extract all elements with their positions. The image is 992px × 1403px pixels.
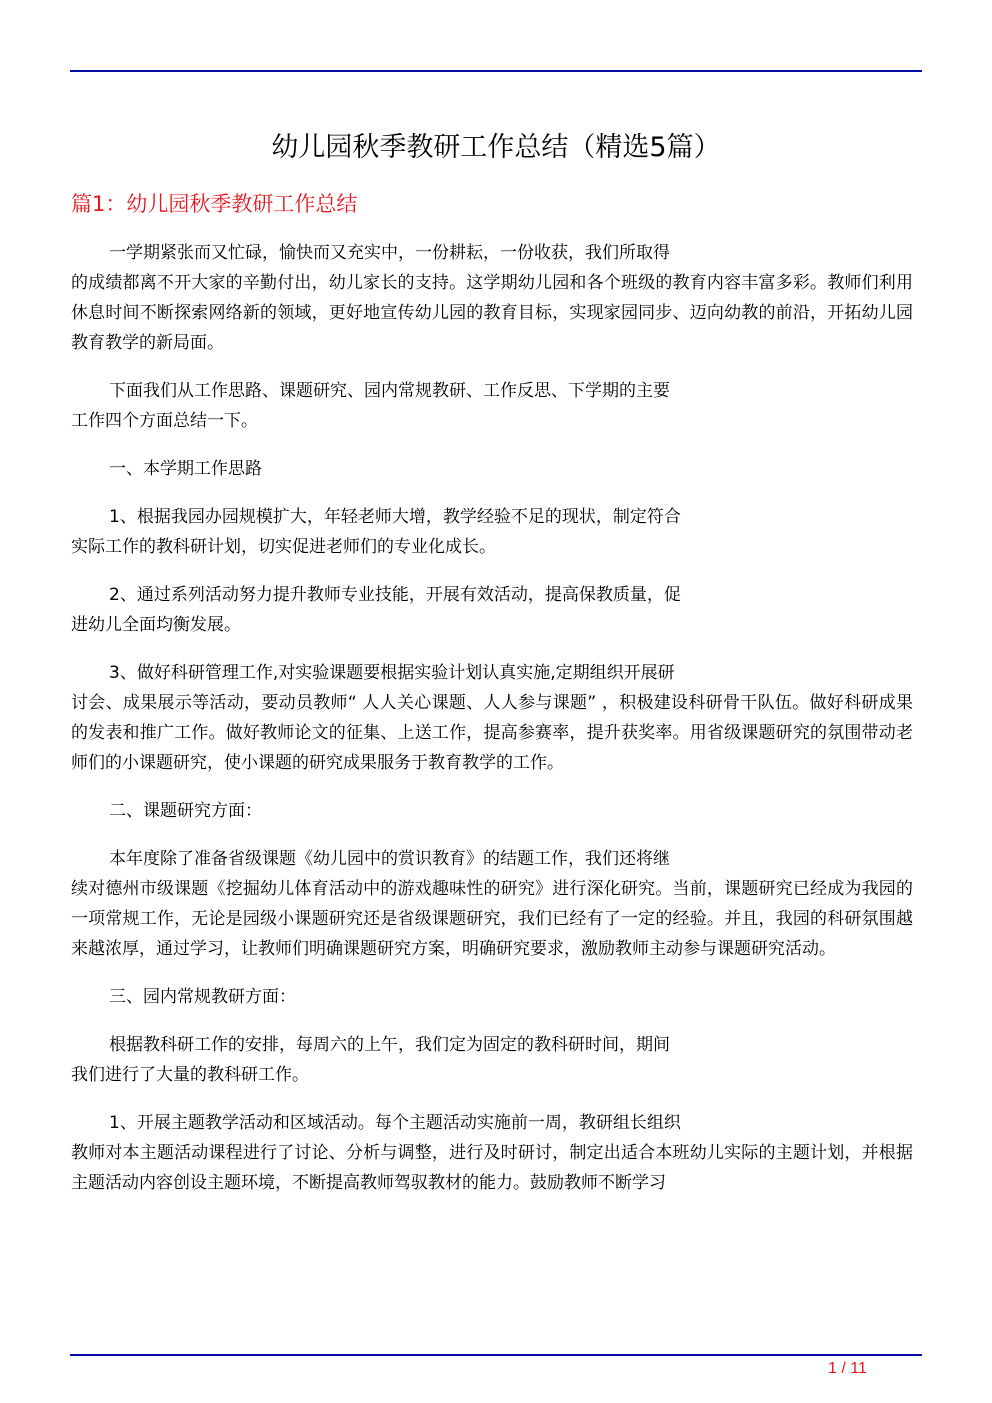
paragraph-first-line: 根据教科研工作的安排，每周六的上午，我们定为固定的教科研时间，期间 [109, 1035, 670, 1055]
paragraph-first-line: 本年度除了准备省级课题《幼儿园中的赏识教育》的结题工作，我们还将继 [109, 849, 670, 869]
subsection-heading: 一、本学期工作思路 [109, 459, 262, 479]
subsection-heading: 二、课题研究方面： [109, 801, 262, 821]
paragraph [71, 844, 913, 964]
paragraph-text: 续对德州市级课题《挖掘幼儿体育活动中的游戏趣味性的研究》进行深化研究。当前，课题研究已经成为我园的一项常规工作，无论是园级小课题研究还是省级课题研究，我们已经有了一定的经验。并且，我园的科研氛围越来越浓厚，通过学习，让教师们明确课题研究方案，明确研究要求，激励教师主动参与课题研究活动。 [71, 879, 913, 959]
paragraph-text: 教师对本主题活动课程进行了讨论、分析与调整，进行及时研讨，制定出适合本班幼儿实际的主题计划，并根据主题活动内容创设主题环境，不断提高教师驾驭教材的能力。鼓励教师不断学习 [71, 1143, 913, 1193]
page-indicator: 1 / 11 [828, 1360, 867, 1377]
paragraph-first-line: 2、通过系列活动努力提升教师专业技能，开展有效活动，提高保教质量，促 [109, 585, 681, 605]
paragraph-first-line: 3、做好科研管理工作,对实验课题要根据实验计划认真实施,定期组织开展研 [109, 663, 675, 683]
subsection-heading: 三、园内常规教研方面： [109, 987, 296, 1007]
paragraph-first-line: 一学期紧张而又忙碌，愉快而又充实中，一份耕耘，一份收获，我们所取得 [109, 243, 670, 263]
paragraph [71, 376, 913, 436]
paragraph [71, 1030, 913, 1090]
document-title: 幼儿园秋季教研工作总结（精选5篇） [271, 132, 721, 163]
paragraph-text: 进幼儿全面均衡发展。 [71, 615, 241, 635]
paragraph [71, 580, 913, 640]
paragraph [71, 1108, 913, 1198]
paragraph-first-line: 1、开展主题教学活动和区域活动。每个主题活动实施前一周，教研组长组织 [109, 1113, 681, 1133]
paragraph-text: 讨会、成果展示等活动，要动员教师“ 人人关心课题、人人参与课题” ，积极建设科研骨干队伍。做好科研成果的发表和推广工作。做好教师论文的征集、上送工作，提高参赛率，提升获奖率。用省级课题研究的氛围带动老师们的小课题研究，使小课题的研究成果服务于教育教学的工作。 [71, 693, 913, 773]
paragraph-text: 工作四个方面总结一下。 [71, 411, 258, 431]
paragraph-text: 实际工作的教科研计划，切实促进老师们的专业化成长。 [71, 537, 496, 557]
document-body [71, 238, 913, 1216]
paragraph-text: 我们进行了大量的教科研工作。 [71, 1065, 309, 1085]
paragraph [71, 238, 913, 358]
paragraph-first-line: 下面我们从工作思路、课题研究、园内常规教研、工作反思、下学期的主要 [109, 381, 670, 401]
paragraph [71, 658, 913, 778]
paragraph-text: 的成绩都离不开大家的辛勤付出，幼儿家长的支持。这学期幼儿园和各个班级的教育内容丰富多彩。教师们利用休息时间不断探索网络新的领域，更好地宣传幼儿园的教育目标，实现家园同步、迈向幼教的前沿，开拓幼儿园教育教学的新局面。 [71, 273, 913, 353]
paragraph [71, 502, 913, 562]
section-heading: 篇1：幼儿园秋季教研工作总结 [71, 192, 358, 216]
header-rule [70, 70, 922, 72]
paragraph-first-line: 1、根据我园办园规模扩大，年轻老师大增，教学经验不足的现状，制定符合 [109, 507, 681, 527]
footer-rule [70, 1354, 922, 1356]
